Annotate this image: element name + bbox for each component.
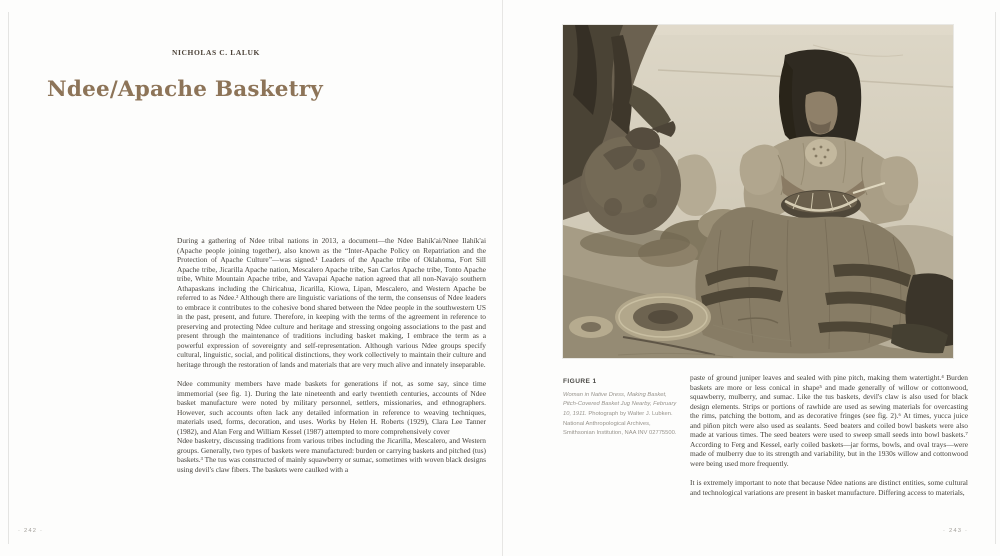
book-edge-left: [8, 12, 9, 544]
figure-photo: [563, 25, 953, 358]
body-paragraph: Ndee community members have made baskets for generations if not, as some say, since time immemorial (see fig. 1). During the late nineteenth and early twentieth centuries, accounts of Ndee basket manufacture were noted by military personnel, settlers, missionaries, and ethnographers. However, such accounts often lack any detailed information in reference to weaving techniques, materials used, forms, decoration, and uses. Works by Helen H. Roberts (1929), Clara Lee Tanner (1982), and Alan Ferg and William Kessel (1987) attempted to more comprehensively cover: [177, 379, 486, 436]
body-paragraph: It is extremely important to note that because Ndee nations are distinct entities, some cultural and technological variations are present in basket manufacture. Differing access to materials,: [690, 478, 968, 497]
page-gutter: [502, 0, 503, 556]
page-number-right: · 243 ·: [943, 528, 969, 534]
author-name: NICHOLAS C. LALUK: [172, 48, 260, 57]
figure-photo-illustration: [563, 25, 953, 358]
body-paragraph: During a gathering of Ndee tribal nations in 2013, a document—the Ndee Bahík'ai/Nnee Ilahík'ai (Apache people joining together), also known as the “Inter-Apache Policy on Repatriation and the Protection of Apache Culture”—was signed.¹ Leaders of the Apache tribe of Oklahoma, Fort Sill Apache tribe, Jicarilla Apache nation, Mescalero Apache tribe, San Carlos Apache tribe, Tonto Apache tribe, White Mountain Apache tribe, and Yavapai Apache nation agreed that all non-Navajo southern Athapaskans including the Chiricahua, Jicarilla, Kiowa, Lipan, Mescalero, and Western Apache be referred to as Ndee.² Although there are linguistic variations of the term, the consensus of Ndee leaders to embrace it contributes to the cohesive bond shared between the Ndee people in the southwestern US in the past, present, and future. Therefore, in keeping with the terms of the agreement in reference to preserving and protecting Ndee culture and heritage and stressing ongoing associations to the past and present through the maintenance of traditions including basket making, I embrace the term as a powerful expression of sovereignty and self-representation. Although various Ndee groups specify cultural, linguistic, social, and political distinctions, they work collectively to maintain their culture and heritage through the restoration of lands and materials that are very much alive and innately inseparable.: [177, 236, 486, 369]
figure-caption: [563, 377, 681, 439]
page-number-left: · 242 ·: [18, 528, 44, 534]
figure-caption-credit: Photograph by Walter J. Lubken. National Anthropological Archives, Smithsonian Institution, NAA INV 02775500.: [563, 411, 677, 437]
left-body-column: [177, 236, 486, 484]
figure-label: FIGURE 1: [563, 378, 597, 385]
chapter-title: Ndee/Apache Basketry: [47, 77, 323, 102]
body-paragraph: Ndee basketry, discussing traditions from various tribes including the Jicarilla, Mescalero, and Western groups. Generally, two types of baskets were manufactured: burden or carrying baskets and pitched (tus) baskets.³ The tus was constructed of mainly squawberry or sumac, sometimes with woven black designs using devil's claw fibers. The baskets were caulked with a: [177, 436, 487, 474]
figure-caption-title: Woman in Native Dress, Making Basket, Pitch-Covered Basket Jug Nearby, February 10, 1911.: [563, 391, 677, 417]
book-edge-right: [995, 12, 996, 544]
body-paragraph: paste of ground juniper leaves and sealed with pine pitch, making them watertight.⁴ Burden baskets are more or less conical in shape⁵ and made generally of willow or cottonwood, squawberry, mulberry, and sumac. Like the tus baskets, devil's claw is also used for black design elements. Strips or portions of rawhide are used as sewing materials for overcasting the rims, patching the bottom, and as decorative fringes (see fig. 2).⁶ At times, yucca juice and piñon pitch were also used as sealants. Seed beaters and coiled bowl baskets were also made at various times. The seed beaters were used to sweep small seeds into bowl baskets.⁷ According to Ferg and Kessel, early coiled baskets—jar forms, bowls, and oval trays—were made of mulberry due to its strength and variability, but in the 1930s willow and cottonwood were being used more frequently.: [690, 373, 968, 468]
right-body-column: [690, 373, 968, 507]
